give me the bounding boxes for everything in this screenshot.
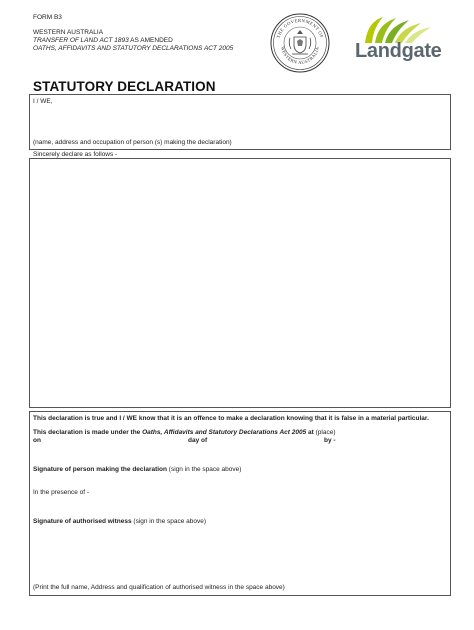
- made-under-act: Oaths, Affidavits and Statutory Declarations Act 2005: [142, 429, 307, 436]
- witness-details-caption: (Print the full name, Address and qualification of authorised witness in the space above): [33, 584, 285, 591]
- on-label: on: [33, 437, 41, 444]
- signature-hint: (sign in the space above): [167, 466, 242, 473]
- signature-label: Signature of person making the declaration: [33, 466, 167, 473]
- form-code: FORM B3: [33, 14, 62, 21]
- page-title: STATUTORY DECLARATION: [33, 79, 216, 94]
- witness-line: [33, 518, 206, 526]
- by-label: by -: [324, 437, 336, 444]
- brand-name: Landgate: [355, 40, 442, 62]
- act-line-2: OATHS, AFFIDAVITS AND STATUTORY DECLARATIONS ACT 2005: [33, 45, 234, 52]
- made-under-prefix: This declaration is made under the: [33, 429, 143, 436]
- truth-statement: This declaration is true and I / WE know that it is an offence to make a declaration knowing that it is false in a material particular.: [33, 415, 429, 422]
- made-under-statement: [33, 429, 336, 437]
- place-hint: (place): [313, 429, 336, 436]
- declaration-body-box[interactable]: [29, 158, 451, 408]
- act-line-1-suffix: AS AMENDED: [128, 37, 173, 44]
- day-of-label: day of: [188, 437, 208, 444]
- declarant-caption: (name, address and occupation of person (s) making the declaration): [33, 139, 232, 146]
- act-line-1-title: TRANSFER OF LAND ACT 1893: [33, 37, 129, 44]
- declaration-label: Sincerely declare as follows -: [33, 151, 118, 158]
- witness-hint: (sign in the space above): [131, 518, 207, 525]
- svg-text:THE GOVERNMENT OF: THE GOVERNMENT OF: [275, 17, 325, 39]
- made-under-at: at: [306, 429, 314, 436]
- svg-text:WESTERN AUSTRALIA: WESTERN AUSTRALIA: [279, 45, 320, 66]
- signature-line: [33, 466, 241, 474]
- declarant-box[interactable]: [29, 94, 451, 150]
- presence-label: In the presence of -: [33, 489, 90, 496]
- witness-label: Signature of authorised witness: [33, 518, 132, 525]
- state-name: WESTERN AUSTRALIA: [33, 29, 104, 36]
- declarant-prefix: I / WE,: [33, 98, 53, 105]
- attestation-box: [29, 411, 451, 596]
- government-seal-icon: [270, 13, 330, 73]
